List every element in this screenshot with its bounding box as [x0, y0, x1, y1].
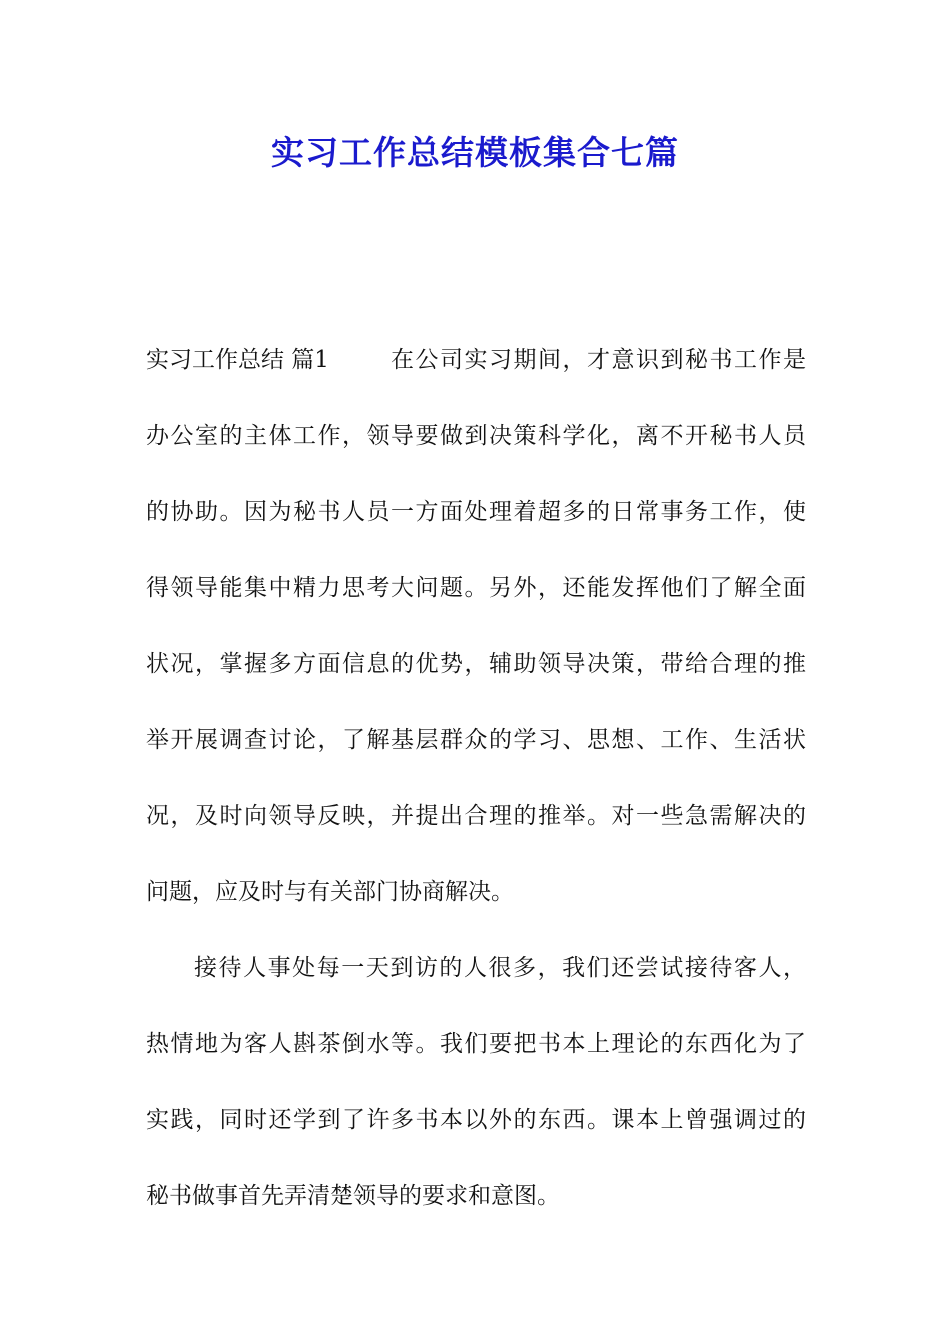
paragraph-2-line: 热情地为客人斟茶倒水等。我们要把书本上理论的东西化为了 — [146, 1031, 806, 1057]
paragraph-1-line: 的协助。因为秘书人员一方面处理着超多的日常事务工作，使 — [146, 499, 806, 525]
section-heading: 实习工作总结 篇1 — [146, 347, 329, 373]
paragraph-1-line: 得领导能集中精力思考大问题。另外，还能发挥他们了解全面 — [146, 575, 806, 601]
paragraph-1-line: 况，及时向领导反映，并提出合理的推举。对一些急需解决的 — [146, 803, 806, 829]
paragraph-1-line: 举开展调查讨论，了解基层群众的学习、思想、工作、生活状 — [146, 727, 806, 753]
paragraph-1-line-0: 在公司实习期间，才意识到秘书工作是 — [391, 347, 806, 373]
document-title: 实习工作总结模板集合七篇 — [271, 133, 679, 172]
paragraph-1-last-line: 问题，应及时与有关部门协商解决。 — [146, 879, 514, 905]
paragraph-1-line: 办公室的主体工作，领导要做到决策科学化，离不开秘书人员 — [146, 423, 806, 449]
document-body — [146, 340, 806, 1252]
paragraph-1-first-line — [146, 340, 806, 416]
paragraph-2-last-line: 秘书做事首先弄清楚领导的要求和意图。 — [146, 1183, 560, 1209]
paragraph-2-line: 实践，同时还学到了许多书本以外的东西。课本上曾强调过的 — [146, 1107, 806, 1133]
paragraph-1-line: 状况，掌握多方面信息的优势，辅助领导决策，带给合理的推 — [146, 651, 806, 677]
paragraph-2-first-line: 接待人事处每一天到访的人很多，我们还尝试接待客人， — [194, 955, 806, 981]
